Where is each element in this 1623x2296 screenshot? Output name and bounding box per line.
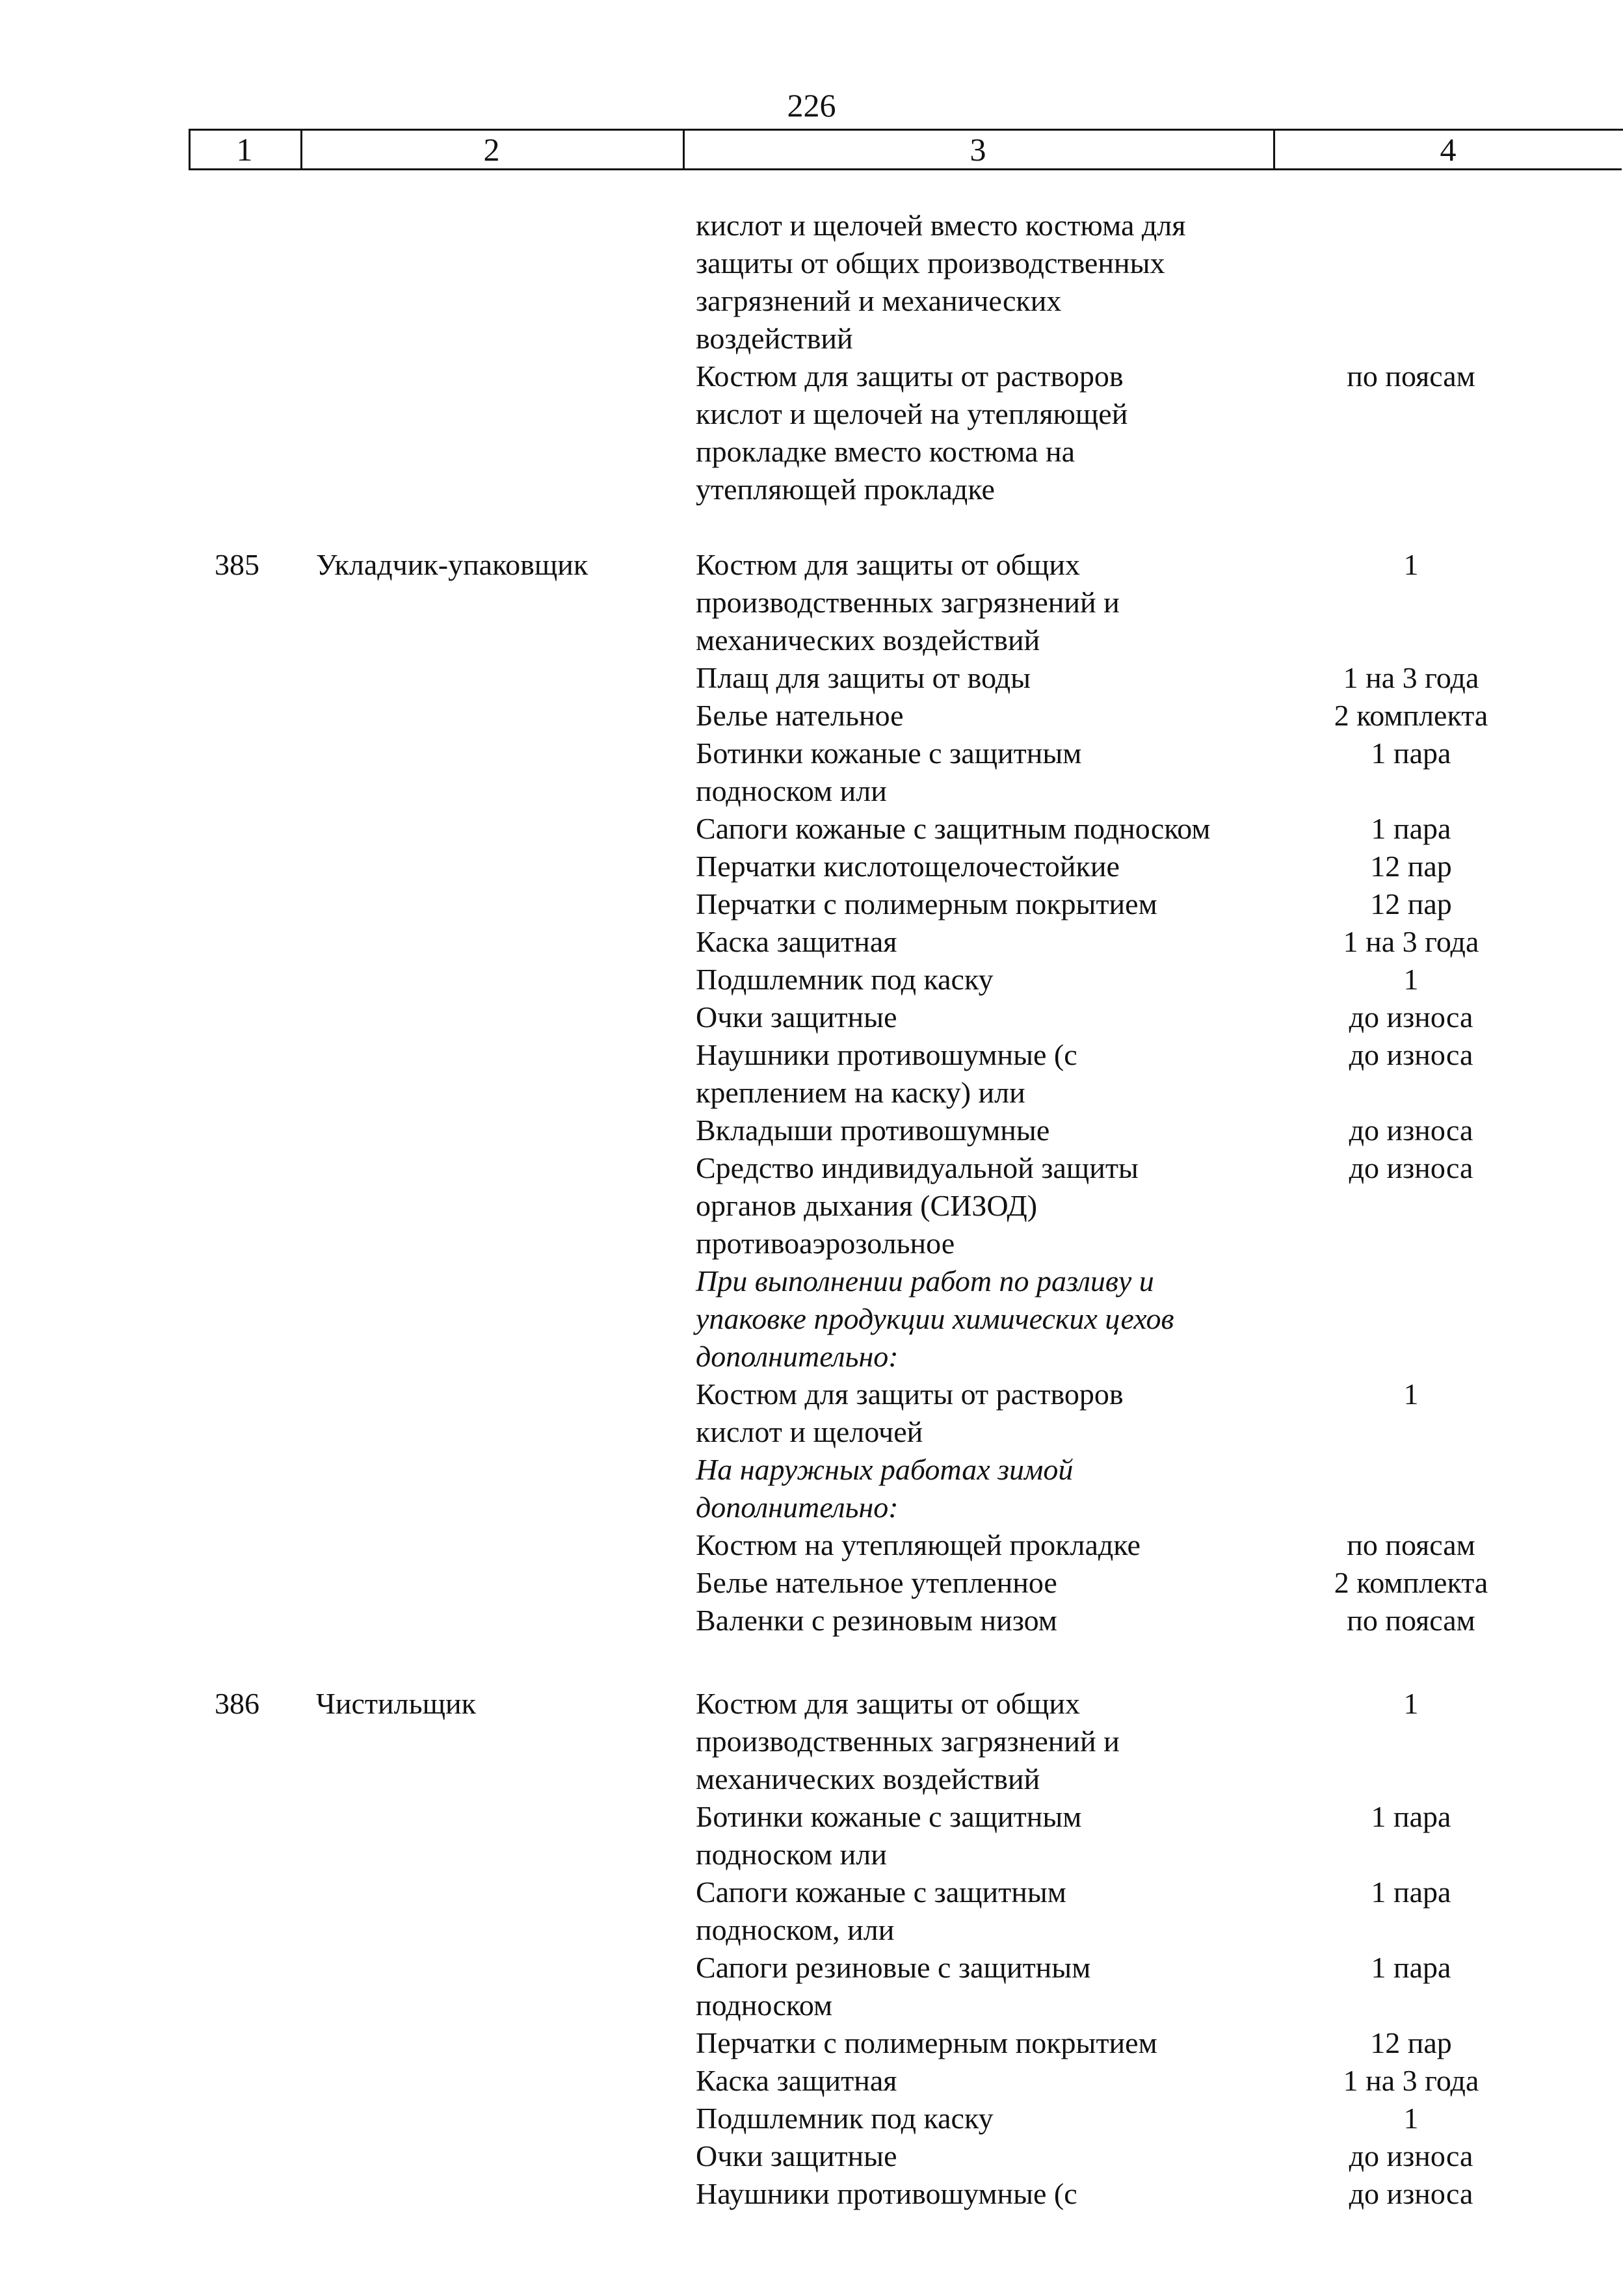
item-line: защиты от общих производственных bbox=[696, 246, 1165, 280]
norm-value: по поясам bbox=[1347, 1604, 1475, 1637]
item-line: Плащ для защиты от воды bbox=[696, 661, 1031, 694]
item-line: подноском bbox=[696, 1989, 833, 2022]
header-col-4: 4 bbox=[1440, 131, 1457, 168]
item-line: Подшлемник под каску bbox=[696, 963, 994, 996]
profession-name: Чистильщик bbox=[316, 1687, 476, 1720]
norm-value: 1 bbox=[1403, 2102, 1419, 2135]
item-line: Ботинки кожаные с защитным bbox=[696, 1800, 1082, 1833]
norm-value: до износа bbox=[1349, 1038, 1473, 1071]
norm-value: 1 пара bbox=[1371, 1800, 1451, 1833]
item-line: утепляющей прокладке bbox=[696, 473, 995, 506]
item-line: Белье нательное bbox=[696, 699, 904, 732]
norm-value: 1 на 3 года bbox=[1343, 925, 1479, 958]
item-line: Костюм на утепляющей прокладке bbox=[696, 1528, 1141, 1561]
item-line: Перчатки с полимерным покрытием bbox=[696, 887, 1157, 920]
item-line: Каска защитная bbox=[696, 925, 897, 958]
item-line: Перчатки с полимерным покрытием bbox=[696, 2026, 1157, 2059]
norm-value: 1 пара bbox=[1371, 737, 1451, 770]
norm-value: до износа bbox=[1349, 1114, 1473, 1147]
item-line: Костюм для защиты от растворов bbox=[696, 359, 1124, 393]
norm-value: до износа bbox=[1349, 1151, 1473, 1184]
norm-value: 2 комплекта bbox=[1334, 699, 1488, 732]
norm-value: 1 пара bbox=[1371, 812, 1451, 845]
item-line: воздействий bbox=[696, 322, 853, 355]
item-line: Костюм для защиты от общих bbox=[696, 1687, 1081, 1720]
norm-value: 1 на 3 года bbox=[1343, 2064, 1479, 2097]
item-line: прокладке вместо костюма на bbox=[696, 435, 1075, 468]
item-line: кислот и щелочей вместо костюма для bbox=[696, 209, 1186, 242]
entry-number: 386 bbox=[215, 1687, 259, 1720]
item-line: производственных загрязнений и bbox=[696, 586, 1120, 619]
condition-note: дополнительно: bbox=[696, 1340, 899, 1373]
norm-value: 1 пара bbox=[1371, 1875, 1451, 1909]
header-col-1: 1 bbox=[236, 131, 253, 168]
entry-number: 385 bbox=[215, 548, 259, 581]
item-line: Вкладыши противошумные bbox=[696, 1114, 1050, 1147]
norm-value: 12 пар bbox=[1370, 2026, 1452, 2059]
item-line: Сапоги кожаные с защитным bbox=[696, 1875, 1066, 1909]
item-line: механических воздействий bbox=[696, 623, 1040, 657]
norm-value: 1 на 3 года bbox=[1343, 661, 1479, 694]
norm-value: 12 пар bbox=[1370, 887, 1452, 920]
item-line: Белье нательное утепленное bbox=[696, 1566, 1057, 1599]
item-line: Очки защитные bbox=[696, 2139, 897, 2172]
profession-name: Укладчик-упаковщик bbox=[316, 548, 588, 581]
item-line: Валенки с резиновым низом bbox=[696, 1604, 1057, 1637]
table-header-row bbox=[189, 129, 1623, 170]
item-line: кислот и щелочей на утепляющей bbox=[696, 397, 1128, 430]
item-line: органов дыхания (СИЗОД) bbox=[696, 1189, 1038, 1222]
norm-value: 1 bbox=[1403, 1687, 1419, 1720]
item-line: загрязнений и механических bbox=[696, 284, 1062, 317]
norm-value: до износа bbox=[1349, 1000, 1473, 1034]
item-line: Подшлемник под каску bbox=[696, 2102, 994, 2135]
item-line: подноском или bbox=[696, 1838, 887, 1871]
norm-value: до износа bbox=[1349, 2139, 1473, 2172]
item-line: Каска защитная bbox=[696, 2064, 897, 2097]
item-line: Наушники противошумные (с bbox=[696, 1038, 1077, 1071]
norm-value: 1 bbox=[1403, 963, 1419, 996]
item-line: Ботинки кожаные с защитным bbox=[696, 737, 1082, 770]
item-line: подноском или bbox=[696, 774, 887, 807]
condition-note: На наружных работах зимой bbox=[696, 1453, 1074, 1486]
item-line: противоаэрозольное bbox=[696, 1227, 955, 1260]
condition-note: При выполнении работ по разливу и bbox=[696, 1264, 1154, 1298]
norm-value: 1 bbox=[1403, 548, 1419, 581]
header-col-2: 2 bbox=[483, 131, 500, 168]
item-line: Сапоги кожаные с защитным подноском bbox=[696, 812, 1211, 845]
condition-note: упаковке продукции химических цехов bbox=[696, 1302, 1174, 1335]
item-line: механических воздействий bbox=[696, 1762, 1040, 1795]
norm-value: 1 пара bbox=[1371, 1951, 1451, 1984]
item-line: Очки защитные bbox=[696, 1000, 897, 1034]
page-number: 226 bbox=[787, 87, 836, 124]
item-line: Костюм для защиты от растворов bbox=[696, 1377, 1124, 1411]
item-line: производственных загрязнений и bbox=[696, 1725, 1120, 1758]
item-line: кислот и щелочей bbox=[696, 1415, 923, 1448]
norm-value: по поясам bbox=[1347, 1528, 1475, 1561]
norm-value: 12 пар bbox=[1370, 850, 1452, 883]
condition-note: дополнительно: bbox=[696, 1491, 899, 1524]
item-line: Средство индивидуальной защиты bbox=[696, 1151, 1139, 1184]
norm-value: по поясам bbox=[1347, 359, 1475, 393]
norm-value: 2 комплекта bbox=[1334, 1566, 1488, 1599]
item-line: креплением на каску) или bbox=[696, 1076, 1025, 1109]
item-line: Сапоги резиновые с защитным bbox=[696, 1951, 1091, 1984]
item-line: Наушники противошумные (с bbox=[696, 2177, 1077, 2210]
item-line: Перчатки кислотощелочестойкие bbox=[696, 850, 1120, 883]
norm-value: 1 bbox=[1403, 1377, 1419, 1411]
item-line: Костюм для защиты от общих bbox=[696, 548, 1081, 581]
header-col-3: 3 bbox=[970, 131, 986, 168]
norm-value: до износа bbox=[1349, 2177, 1473, 2210]
item-line: подноском, или bbox=[696, 1913, 895, 1946]
